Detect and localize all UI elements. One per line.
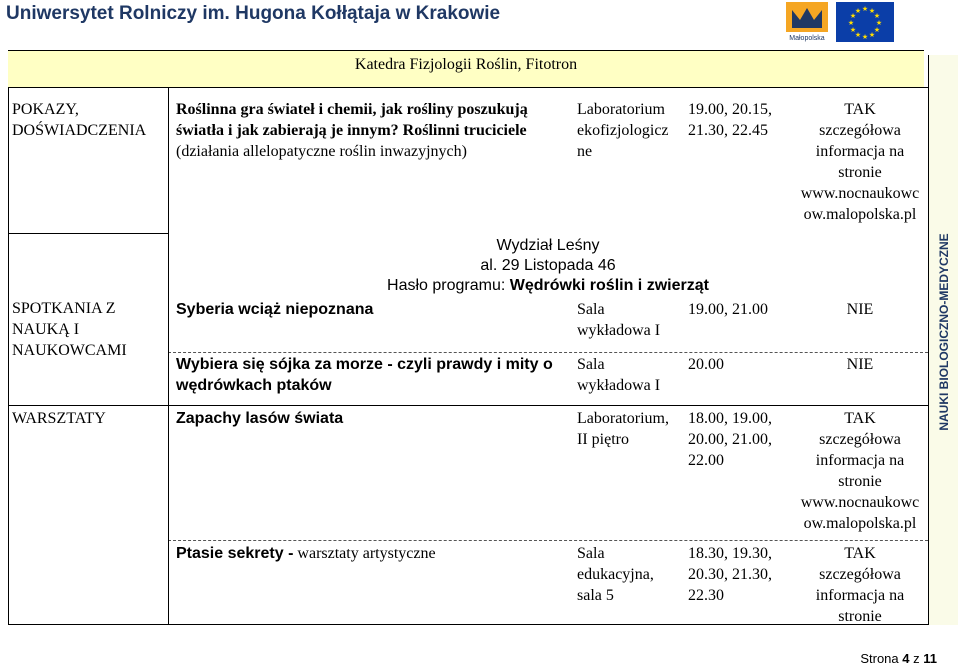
event-registration: TAK szczegółowa informacja na stronie bbox=[815, 545, 905, 625]
event-registration: NIE bbox=[846, 356, 874, 373]
event-times: 18.00, 19.00, 20.00, 21.00, 22.00 bbox=[688, 410, 772, 469]
event-location: Sala wykładowa I bbox=[577, 301, 661, 339]
faculty-name: Wydział Leśny bbox=[496, 237, 600, 254]
category-pokazy: POKAZY, DOŚWIADCZENIA bbox=[12, 101, 147, 139]
svg-text:★: ★ bbox=[854, 31, 862, 39]
eu-flag-logo bbox=[836, 2, 894, 42]
item-divider bbox=[168, 540, 928, 541]
event-title bbox=[176, 543, 556, 564]
event-title-bold: Roślinna gra świateł i chemii, jak rośliny poszukują światła i jak zabierają je innym? bbox=[176, 101, 528, 139]
svg-text:★: ★ bbox=[875, 19, 883, 27]
item-divider bbox=[168, 352, 928, 353]
svg-text:★: ★ bbox=[873, 12, 881, 20]
motto-label: Hasło programu: bbox=[387, 277, 506, 294]
page-sep: z bbox=[913, 651, 920, 666]
column-divider bbox=[168, 87, 169, 625]
page-prefix: Strona bbox=[860, 651, 899, 666]
event-title bbox=[176, 99, 556, 162]
event-title: Syberia wciąż niepoznana bbox=[176, 301, 374, 318]
page-total: 11 bbox=[923, 651, 937, 666]
university-title: Uniwersytet Rolniczy im. Hugona Kołłątaja w Krakowie bbox=[6, 3, 501, 24]
table-left-border bbox=[8, 87, 9, 625]
category-warsztaty: WARSZTATY bbox=[12, 410, 106, 427]
page-current: 4 bbox=[902, 651, 910, 666]
svg-text:★: ★ bbox=[873, 26, 881, 34]
event-times: 18.30, 19.30, 20.30, 21.30, 22.30 bbox=[688, 545, 772, 604]
event-location: Sala edukacyjna, sala 5 bbox=[577, 545, 654, 604]
table-bottom-border bbox=[8, 624, 928, 625]
event-title-rest: (działania allelopatyczne roślin inwazyjnych) bbox=[176, 143, 467, 160]
svg-text:★: ★ bbox=[868, 31, 876, 39]
event-title-bold2: Roślinni truciciele bbox=[402, 122, 527, 139]
svg-text:★: ★ bbox=[861, 33, 869, 41]
row-divider bbox=[8, 233, 168, 234]
event-location: Laboratorium, II piętro bbox=[577, 410, 669, 448]
field-column bbox=[928, 55, 958, 625]
field-label: NAUKI BIOLOGICZNO-MEDYCZNE bbox=[937, 233, 951, 431]
event-registration: TAK szczegółowa informacja na stronie www.nocnaukowc ow.malopolska.pl bbox=[800, 101, 920, 223]
event-title: Wybiera się sójka za morze - czyli prawdy i mity o wędrówkach ptaków bbox=[176, 356, 553, 394]
faculty-address: al. 29 Listopada 46 bbox=[480, 257, 616, 274]
row-divider bbox=[8, 405, 928, 406]
event-title: Zapachy lasów świata bbox=[176, 410, 344, 427]
category-spotkania: SPOTKANIA Z NAUKĄ I NAUKOWCAMI bbox=[12, 300, 127, 359]
event-times: 19.00, 20.15, 21.30, 22.45 bbox=[688, 101, 772, 139]
department-name: Katedra Fizjologii Roślin, Fitotron bbox=[354, 56, 578, 73]
svg-text:★: ★ bbox=[849, 12, 857, 20]
event-title-bold: Ptasie sekrety - bbox=[176, 545, 294, 562]
page-number bbox=[860, 651, 937, 666]
faculty-motto bbox=[168, 275, 928, 296]
event-location: Laboratorium ekofizjologicz ne bbox=[577, 101, 669, 160]
event-registration: TAK szczegółowa informacja na stronie www.nocnaukowc ow.malopolska.pl bbox=[800, 410, 920, 532]
svg-text:★: ★ bbox=[861, 5, 869, 13]
event-registration: NIE bbox=[846, 301, 874, 318]
event-title-rest: warsztaty artystyczne bbox=[297, 545, 436, 562]
svg-text:★: ★ bbox=[847, 19, 855, 27]
svg-text:★: ★ bbox=[849, 26, 857, 34]
event-times: 19.00, 21.00 bbox=[688, 301, 768, 318]
motto-text: Wędrówki roślin i zwierząt bbox=[509, 277, 709, 294]
malopolska-logo-text: Małopolska bbox=[789, 35, 825, 42]
svg-text:★: ★ bbox=[854, 7, 862, 15]
table-top-border bbox=[8, 87, 928, 88]
event-times: 20.00 bbox=[688, 356, 724, 373]
event-location: Sala wykładowa I bbox=[577, 356, 661, 394]
svg-text:★: ★ bbox=[868, 7, 876, 15]
malopolska-logo bbox=[786, 2, 828, 42]
